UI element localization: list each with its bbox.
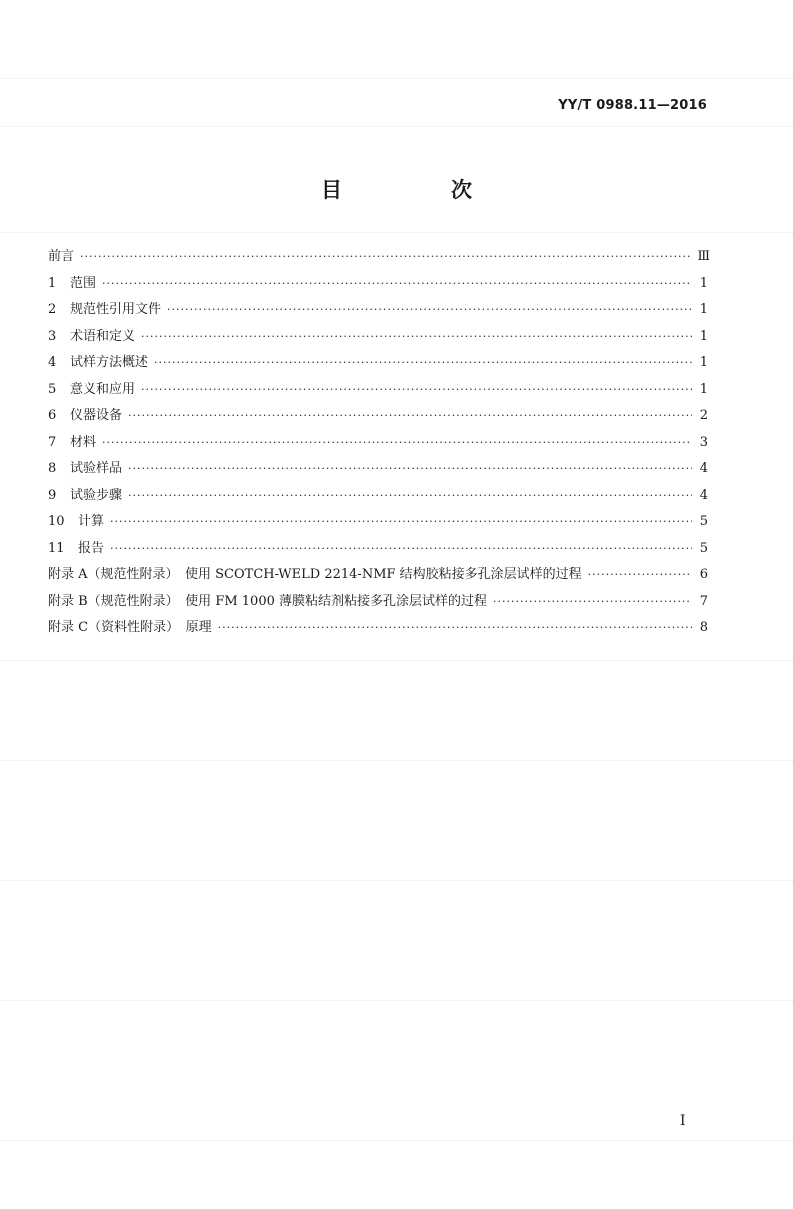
toc-dot-leader [141,330,692,343]
toc-entry[interactable] [48,272,708,299]
toc-entry-number: 3 [48,328,57,344]
toc-entry-page: 7 [699,593,708,609]
toc-entry-title: 附录 C（资料性附录） 原理 [48,620,212,635]
toc-entry-title: 材料 [70,434,97,450]
toc-entry[interactable] [48,563,708,590]
toc-entry-page: 4 [699,487,708,503]
toc-entry[interactable] [48,537,708,564]
toc-dot-leader [154,356,692,369]
toc-entry[interactable] [48,431,708,458]
toc-entry[interactable] [48,245,711,272]
toc-dot-leader [80,250,691,263]
scan-line [0,660,793,661]
toc-entry-title: 试验样品 [70,461,123,476]
toc-entry[interactable] [48,484,708,511]
scan-line [0,1140,793,1141]
toc-entry-page: 6 [699,567,708,582]
toc-entry-title: 试验步骤 [70,487,123,503]
toc-dot-leader [102,436,692,449]
toc-entry-title: 计算 [78,514,105,529]
toc-dot-leader [218,621,692,634]
toc-entry-title: 仪器设备 [70,408,123,423]
toc-entry-number: 8 [48,461,57,476]
toc-entry-title: 报告 [78,540,105,556]
toc-entry-title: 附录 A（规范性附录） 使用 SCOTCH-WELD 2214-NMF 结构胶粘接多孔涂层试样的过程 [48,567,582,582]
toc-entry-title: 范围 [70,275,97,291]
toc-entry-page: 1 [699,355,708,370]
toc-entry-page: 5 [699,514,708,529]
toc-dot-leader [102,277,692,290]
toc-entry-title: 术语和定义 [70,328,136,344]
scan-line [0,1000,793,1001]
toc-heading: 目 次 [321,178,516,202]
toc-entry-page: 2 [699,408,708,423]
toc-dot-leader [110,542,692,555]
toc-dot-leader [588,568,692,581]
toc-entry[interactable] [48,325,708,352]
toc-entry-page: 5 [699,540,708,556]
toc-entry-page: 1 [699,328,708,344]
toc-entry-title: 规范性引用文件 [70,302,162,317]
toc-entry-number: 5 [48,381,57,397]
toc-entry-title: 附录 B（规范性附录） 使用 FM 1000 薄膜粘结剂粘接多孔涂层试样的过程 [48,593,487,609]
toc-entry[interactable] [48,351,708,378]
toc-dot-leader [128,489,692,502]
scan-line [0,880,793,881]
toc-entry-number: 7 [48,434,57,450]
toc-entry[interactable] [48,590,708,617]
toc-entry-page: 8 [699,620,708,635]
toc-entry-page: 3 [699,434,708,450]
toc-dot-leader [167,303,692,316]
toc-entry-page: 1 [699,381,708,397]
toc-entry-page: 4 [699,461,708,476]
toc-entry[interactable] [48,457,708,484]
page-number: I [680,1113,686,1129]
toc-entry[interactable] [48,404,708,431]
toc-entry-number: 11 [48,540,65,556]
toc-entry-title: 试样方法概述 [70,355,149,370]
toc-entry[interactable] [48,616,708,643]
toc-entry-number: 4 [48,355,57,370]
toc-entry-page: Ⅲ [697,249,711,264]
scan-line [0,78,793,79]
toc-entry-number: 2 [48,302,57,317]
scan-line [0,760,793,761]
toc-entry[interactable] [48,378,708,405]
toc-entry-number: 9 [48,487,57,503]
toc-dot-leader [141,383,692,396]
toc-entry-page: 1 [699,302,708,317]
toc-entry[interactable] [48,298,708,325]
scan-line [0,232,793,233]
toc-entry-number: 6 [48,408,57,423]
document-code: YY/T 0988.11—2016 [558,98,707,113]
toc-entry-title: 意义和应用 [70,381,136,397]
toc-entry-title: 前言 [48,249,75,264]
toc-entry[interactable] [48,510,708,537]
toc-dot-leader [128,409,692,422]
toc-entry-number: 1 [48,275,57,291]
table-of-contents [48,245,711,643]
toc-dot-leader [128,462,692,475]
scan-line [0,126,793,127]
toc-dot-leader [493,595,692,608]
toc-dot-leader [110,515,692,528]
toc-entry-page: 1 [699,275,708,291]
toc-entry-number: 10 [48,514,65,529]
